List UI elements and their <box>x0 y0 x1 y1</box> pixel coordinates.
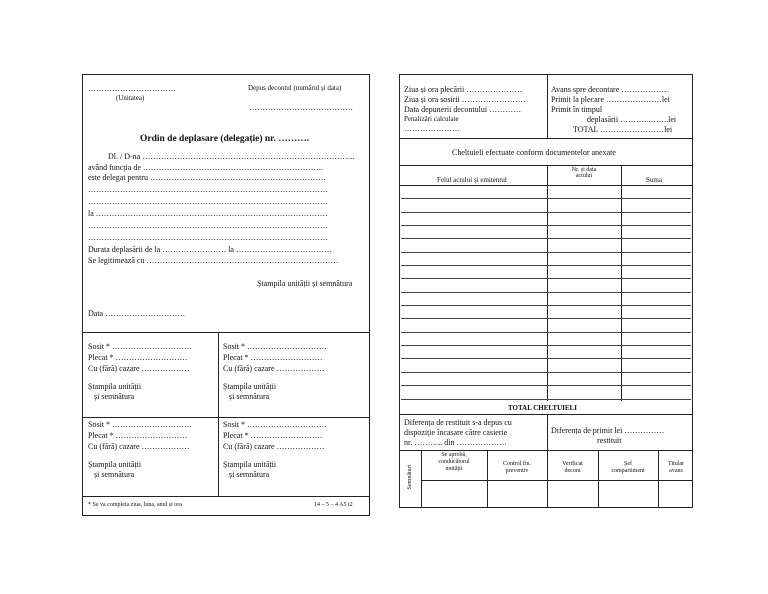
form-line: la …………………………………………………………………………… <box>88 209 328 218</box>
penalties-dots: ………………… <box>404 124 460 133</box>
expense-rows <box>401 186 691 400</box>
sign-verified-line: decont <box>564 468 581 474</box>
table-row <box>401 199 691 212</box>
arrival-box-1 <box>88 342 192 401</box>
arrival-box-2 <box>223 342 327 401</box>
table-row <box>401 333 691 346</box>
form-lines <box>88 152 366 266</box>
table-row <box>401 359 691 372</box>
advance-line: Avans spre decontare ……………… <box>551 85 670 94</box>
difference-divider <box>547 414 548 450</box>
unit-label: (Unitatea) <box>116 94 145 102</box>
cazare-line: Cu (fără) cazare ……………… <box>88 442 190 451</box>
received-during: Primit în timpul <box>551 105 603 114</box>
difference-primit-line: restituit <box>597 436 622 445</box>
sosit-line: Sosit * ………………………… <box>223 420 328 429</box>
col-header-suma: Suma <box>646 176 662 184</box>
sosit-line: Sosit * ………………………… <box>88 420 193 429</box>
difference-primit-line: Diferența de primit lei …………… <box>551 426 665 435</box>
expenses-section-title: Cheltuieli efectuate conform documentelor anexate <box>452 148 616 157</box>
difference-restituit-line: nr. ……….. din ………………. <box>404 438 507 447</box>
form-line: având funcția de ………………………………………………………….. <box>88 162 323 172</box>
signature-line: și semnătura <box>94 392 135 401</box>
sign-department-line: Șef <box>624 461 632 467</box>
sign-advance-holder <box>659 461 693 475</box>
sign-financial-control <box>488 461 546 475</box>
sign-header-bottom <box>421 480 693 481</box>
signature-line: și semnătura <box>229 470 270 479</box>
received-during-amount: deplasării ………..……..lei <box>587 115 677 124</box>
table-row <box>401 226 691 239</box>
sign-holder-line: avans <box>669 468 683 474</box>
cazare-line: Cu (fără) cazare ……………… <box>223 364 325 373</box>
difference-restituit-line: dispoziție încasare către casierie <box>404 428 508 437</box>
received-departure: Primit la plecare …………………lei <box>551 95 670 104</box>
sign-approve-line: Se aprobă, <box>441 452 467 458</box>
form-code: 14 – 5 – 4 A5 t2 <box>314 502 353 508</box>
col-header-nr-line1: Nr. și data <box>571 167 597 173</box>
cazare-line: Cu (fără) cazare ……………… <box>223 442 325 451</box>
arrival-time: Ziua și ora sosirii …………………… <box>404 95 526 104</box>
plecat-line: Plecat * ……………………… <box>88 353 188 362</box>
total-expenses-label: TOTAL CHELTUIELI <box>508 404 577 412</box>
box-vertical-divider <box>218 332 219 496</box>
box-bottom-divider <box>82 496 370 497</box>
arrival-box-4 <box>223 420 327 479</box>
difference-restituit-line: Diferența de restituit s-a depus cu <box>404 418 512 427</box>
penalties-label: Penalizări calculate <box>404 115 459 123</box>
table-row <box>401 319 691 332</box>
signature-line: și semnătura <box>229 392 270 401</box>
sign-verified <box>548 461 597 475</box>
form-line: ……………………………………………………………………………… <box>88 185 328 194</box>
section-title-bottom <box>399 165 693 166</box>
report-label: Depus decontul (numărul și data) <box>248 84 342 92</box>
trip-info <box>404 85 526 133</box>
difference-restituit <box>404 418 512 447</box>
box-top-divider <box>82 332 370 333</box>
col-header-felul: Felul actului și emitentul <box>437 176 507 184</box>
header-bottom <box>399 138 693 139</box>
table-row <box>401 186 691 199</box>
sign-approve-line: unității <box>445 466 463 472</box>
table-row <box>401 266 691 279</box>
stamp-signature-label: Ștampila unității și semnătura <box>257 279 353 288</box>
plecat-line: Plecat * ……………………… <box>223 431 323 440</box>
cazare-line: Cu (fără) cazare ……………… <box>88 364 190 373</box>
sign-approve <box>422 452 486 473</box>
plecat-line: Plecat * ……………………… <box>223 353 323 362</box>
form-title: Ordin de deplasare (delegație) nr. ………. <box>140 134 310 144</box>
sign-department-line: compartiment <box>611 468 645 474</box>
col-header-nr <box>548 167 620 179</box>
sign-col-3 <box>547 450 548 508</box>
stamp-line: Ștampila unității <box>223 460 277 469</box>
table-row <box>401 253 691 266</box>
table-row <box>401 279 691 292</box>
sign-approve-line: conducătorul <box>438 459 470 465</box>
signature-line: și semnătura <box>94 470 135 479</box>
report-date: Data depunerii decontului ………… <box>404 105 522 114</box>
difference-primit <box>551 426 664 445</box>
sign-col-4 <box>598 450 599 508</box>
table-row <box>401 239 691 252</box>
table-row <box>401 373 691 386</box>
sign-holder-line: Titular <box>667 461 685 467</box>
form-line: ……………………………………………………………………………… <box>88 221 328 230</box>
stamp-line: Ștampila unității <box>223 382 277 391</box>
departure-time: Ziua și ora plecării ………………… <box>404 85 523 94</box>
table-row <box>401 346 691 359</box>
form-line: ……………………………………………………………………………… <box>88 233 328 242</box>
report-dots: ………………………………… <box>249 103 353 112</box>
col-header-nr-line2: actului <box>575 173 593 179</box>
stamp-line: Ștampila unității <box>88 460 142 469</box>
total-advance: TOTAL ……………………lei <box>573 125 673 134</box>
form-line: ……………………………………………………………………………… <box>88 197 328 206</box>
form-line: Dl. / D-na …………………………………………………………………….. <box>108 152 355 161</box>
sosit-line: Sosit * ………………………… <box>223 342 328 351</box>
sign-verified-line: Verificat <box>562 461 583 467</box>
sign-col-2 <box>487 450 488 508</box>
unit-dots: …………………………… <box>88 84 176 93</box>
table-row <box>401 306 691 319</box>
plecat-line: Plecat * ……………………… <box>88 431 188 440</box>
footnote: * Se va completa ziua, luna, anul și ora <box>88 502 182 508</box>
date-line: Data ………………………… <box>88 309 186 318</box>
stamp-line: Ștampila unității <box>88 382 142 391</box>
difference-bottom <box>399 450 693 451</box>
total-row-bottom <box>399 414 693 415</box>
header-divider <box>547 74 548 138</box>
sign-financial-line: preventiv <box>505 468 529 474</box>
signatures-label: Semnături <box>407 464 413 490</box>
advance-info <box>551 85 689 134</box>
sosit-line: Sosit * ………………………… <box>88 342 193 351</box>
box-mid-divider <box>82 417 370 418</box>
table-row <box>401 213 691 226</box>
form-line: Se legitimează cu ……………………………………………………………… <box>88 255 339 265</box>
sign-col-5 <box>658 450 659 508</box>
table-row <box>401 293 691 306</box>
form-line: este delegat pentru ………………………………………………………… <box>88 173 326 182</box>
sign-department-head <box>599 461 657 475</box>
arrival-box-3 <box>88 420 192 479</box>
table-row <box>401 386 691 399</box>
sign-financial-line: Control fin. <box>503 461 531 467</box>
form-line: Durata deplasării de la …………………… la ……………………………… <box>88 245 332 254</box>
